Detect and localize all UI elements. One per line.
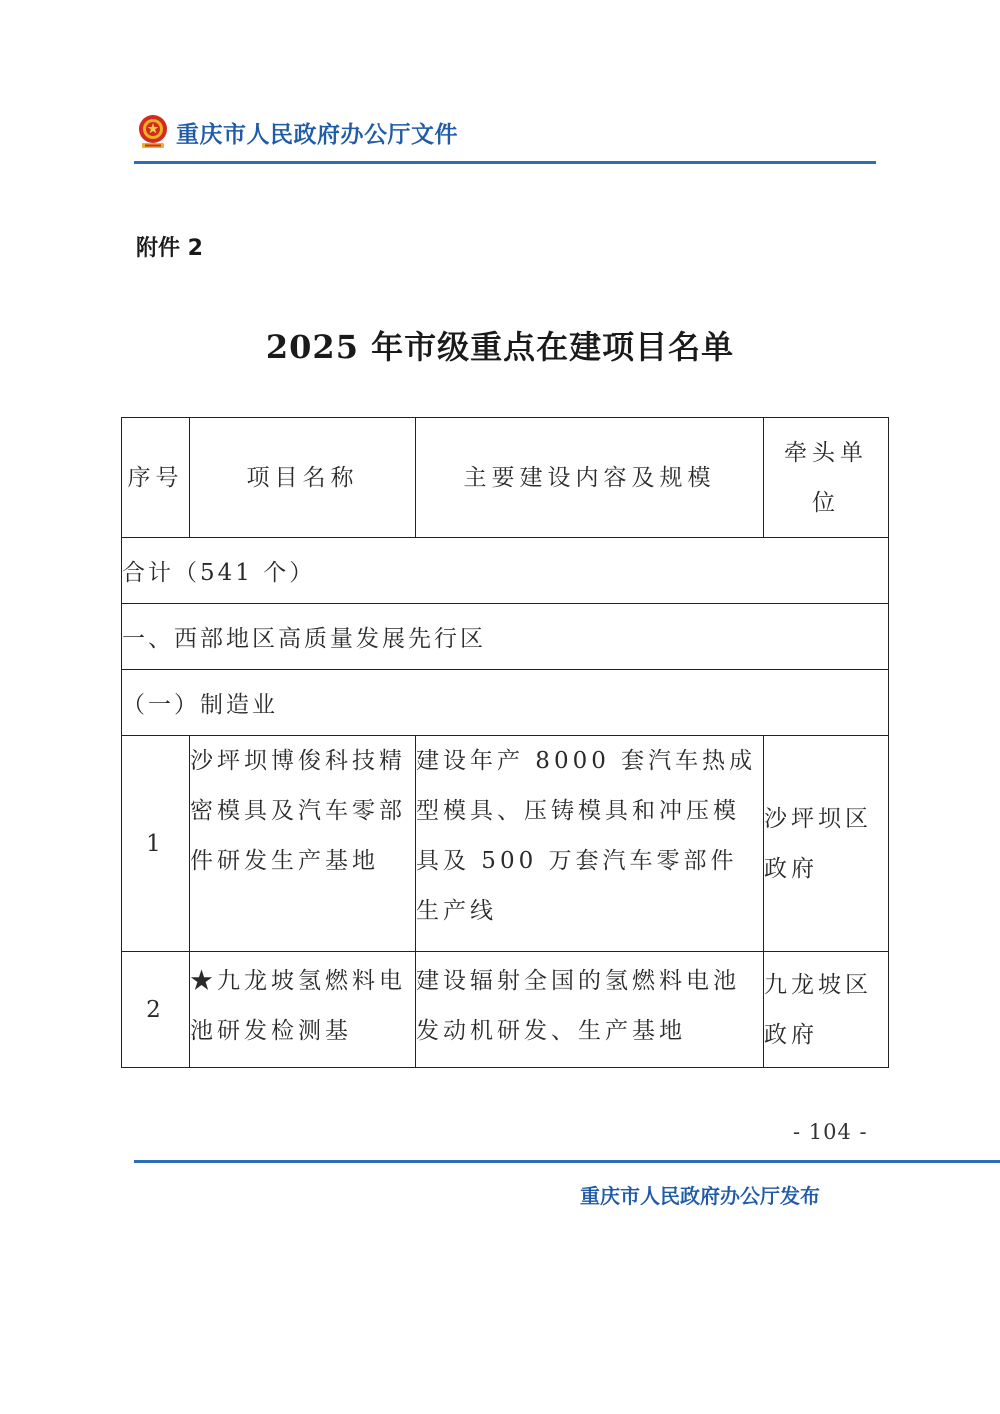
column-header-name: 项目名称 — [190, 418, 416, 538]
row-index: 1 — [122, 736, 190, 952]
footer-publisher: 重庆市人民政府办公厅发布 — [580, 1184, 820, 1208]
document-title: 2025 年市级重点在建项目名单 — [265, 328, 735, 366]
header-divider — [134, 161, 876, 164]
row-index: 2 — [122, 952, 190, 1068]
column-header-content: 主要建设内容及规模 — [416, 418, 764, 538]
national-emblem-icon — [136, 113, 170, 151]
page-number: - 104 - — [793, 1120, 868, 1144]
table-row — [122, 736, 889, 952]
annex-label: 附件 2 — [136, 236, 203, 261]
project-content: 建设辐射全国的氢燃料电池发动机研发、生产基地 — [416, 952, 764, 1068]
project-name: 沙坪坝博俊科技精密模具及汽车零部件研发生产基地 — [190, 736, 416, 952]
column-header-index: 序号 — [122, 418, 190, 538]
subsection-row — [122, 670, 889, 736]
table-row — [122, 952, 889, 1068]
project-table — [121, 417, 889, 1068]
section-title: 一、西部地区高质量发展先行区 — [122, 604, 889, 670]
lead-unit: 沙坪坝区政府 — [764, 736, 889, 952]
subsection-title: （一）制造业 — [122, 670, 889, 736]
total-count: 合计（541 个） — [122, 538, 889, 604]
project-name: ★九龙坡氢燃料电池研发检测基 — [190, 952, 416, 1068]
total-row — [122, 538, 889, 604]
project-content: 建设年产 8000 套汽车热成型模具、压铸模具和冲压模具及 500 万套汽车零部件生产线 — [416, 736, 764, 952]
document-header — [136, 110, 458, 154]
table-header-row — [122, 418, 889, 538]
header-title: 重庆市人民政府办公厅文件 — [176, 121, 458, 148]
section-row — [122, 604, 889, 670]
footer-divider — [134, 1160, 1000, 1163]
column-header-unit: 牵头单位 — [764, 418, 889, 538]
lead-unit: 九龙坡区政府 — [764, 952, 889, 1068]
